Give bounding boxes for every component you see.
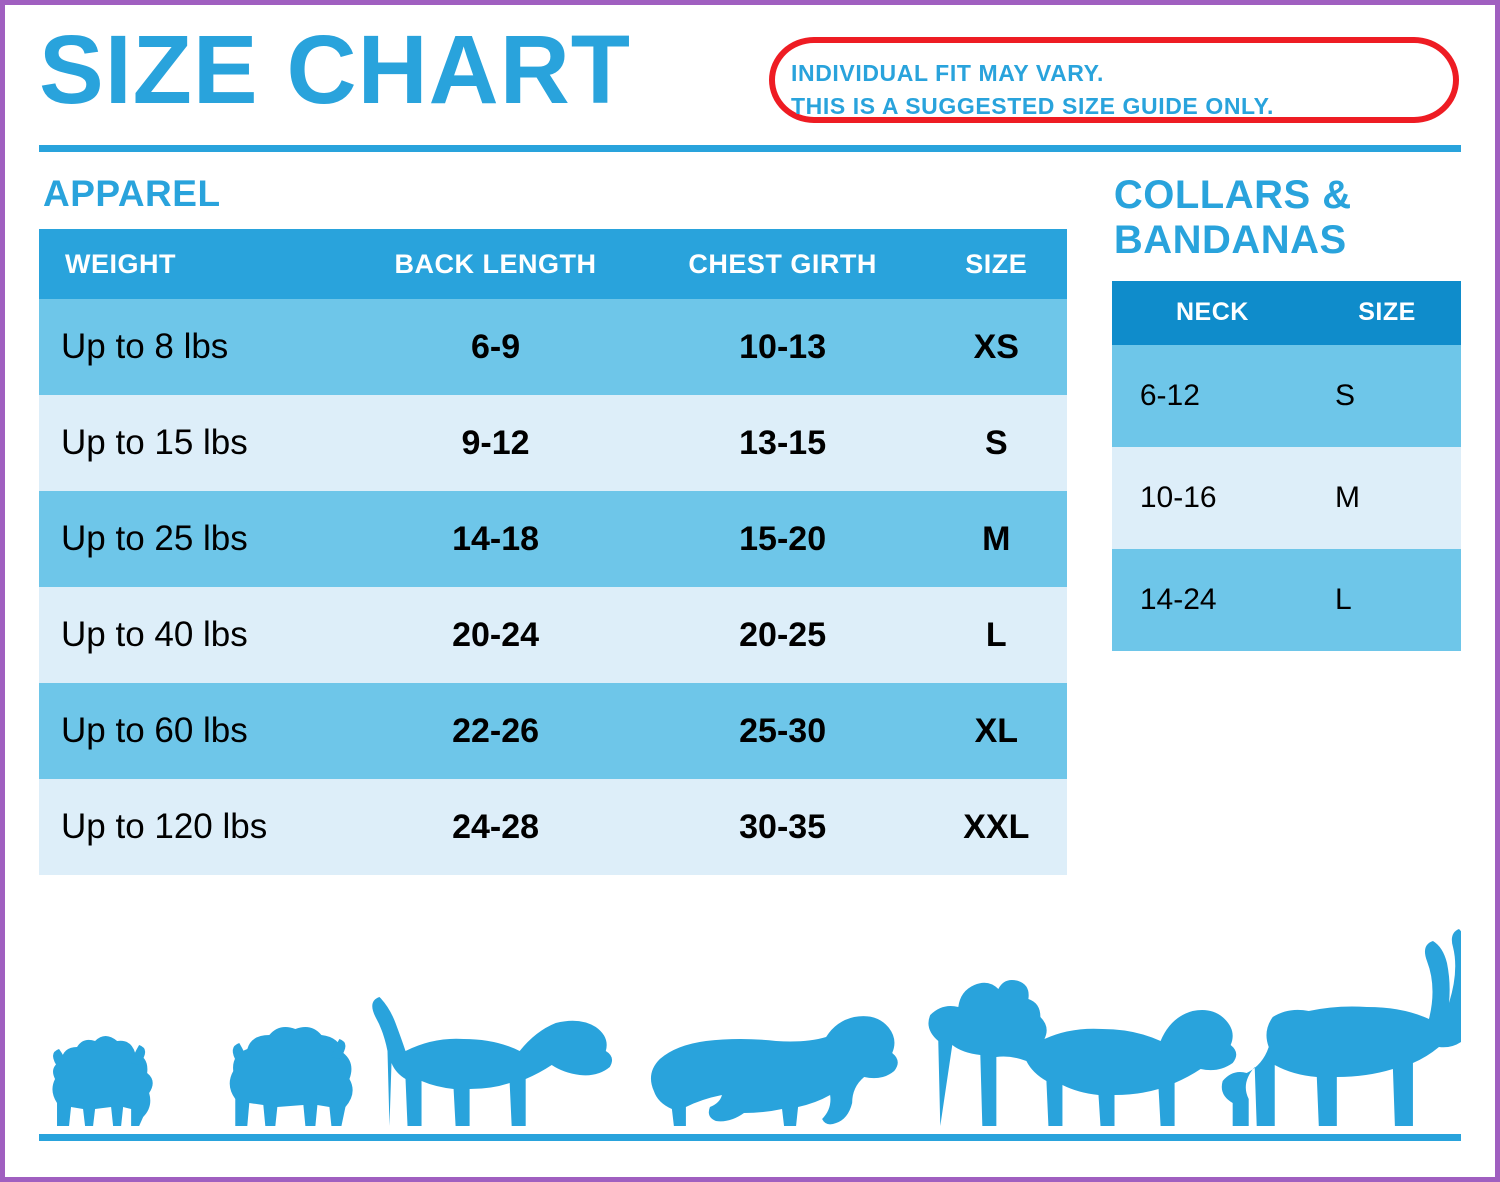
header-divider <box>39 145 1461 152</box>
table-row <box>39 587 1067 683</box>
table-row <box>39 299 1067 395</box>
cocker-spaniel-silhouette <box>651 1016 898 1126</box>
cell-back-length: 20-24 <box>352 587 640 683</box>
collars-section-title-line-2: BANDANAS <box>1113 217 1347 262</box>
cell-back-length: 24-28 <box>352 779 640 875</box>
illustration-baseline <box>39 1134 1461 1141</box>
apparel-col-size: SIZE <box>926 229 1067 299</box>
cell-size: S <box>1313 345 1461 447</box>
table-row <box>1112 447 1461 549</box>
beagle-silhouette <box>372 997 612 1126</box>
fit-disclaimer-line-1: INDIVIDUAL FIT MAY VARY. <box>791 60 1105 86</box>
table-row <box>1112 549 1461 651</box>
apparel-size-table <box>39 229 1067 875</box>
cell-weight: Up to 60 lbs <box>39 683 352 779</box>
apparel-col-weight: WEIGHT <box>39 229 352 299</box>
cell-back-length: 9-12 <box>352 395 640 491</box>
cell-size: M <box>926 491 1067 587</box>
cell-chest-girth: 13-15 <box>639 395 925 491</box>
table-row <box>39 395 1067 491</box>
dog-size-illustration <box>39 841 1461 1141</box>
page-title: SIZE CHART <box>39 15 631 124</box>
cell-size: L <box>1313 549 1461 651</box>
cell-back-length: 14-18 <box>352 491 640 587</box>
cell-weight: Up to 8 lbs <box>39 299 352 395</box>
apparel-col-chest-girth: CHEST GIRTH <box>639 229 925 299</box>
cell-weight: Up to 25 lbs <box>39 491 352 587</box>
cell-size: M <box>1313 447 1461 549</box>
collars-col-size: SIZE <box>1313 281 1461 345</box>
pug-silhouette <box>230 1027 353 1126</box>
cell-size: XL <box>926 683 1067 779</box>
cell-weight: Up to 40 lbs <box>39 587 352 683</box>
apparel-header-row <box>39 229 1067 299</box>
cell-size: XS <box>926 299 1067 395</box>
collars-bandanas-section <box>1112 173 1461 651</box>
collars-size-table <box>1112 281 1461 651</box>
cell-back-length: 22-26 <box>352 683 640 779</box>
fit-disclaimer <box>791 57 1491 122</box>
cell-neck: 14-24 <box>1112 549 1313 651</box>
collars-col-neck: NECK <box>1112 281 1313 345</box>
cell-chest-girth: 10-13 <box>639 299 925 395</box>
fit-disclaimer-line-2: THIS IS A SUGGESTED SIZE GUIDE ONLY. <box>791 92 1274 119</box>
cell-neck: 6-12 <box>1112 345 1313 447</box>
cell-neck: 10-16 <box>1112 447 1313 549</box>
cell-size: S <box>926 395 1067 491</box>
cell-back-length: 6-9 <box>352 299 640 395</box>
table-row <box>39 683 1067 779</box>
table-row <box>39 491 1067 587</box>
cell-chest-girth: 20-25 <box>639 587 925 683</box>
cell-chest-girth: 15-20 <box>639 491 925 587</box>
cell-chest-girth: 25-30 <box>639 683 925 779</box>
pomeranian-silhouette <box>52 1036 152 1126</box>
cell-size: L <box>926 587 1067 683</box>
husky-silhouette <box>928 980 1236 1126</box>
cell-weight: Up to 15 lbs <box>39 395 352 491</box>
cell-weight: Up to 120 lbs <box>39 779 352 875</box>
apparel-section-title: APPAREL <box>43 173 221 214</box>
cell-size: XXL <box>926 779 1067 875</box>
tables-area <box>39 173 1461 875</box>
great-dane-silhouette <box>1222 929 1461 1126</box>
collars-section-title-line-1: COLLARS & <box>1113 173 1352 217</box>
apparel-col-back-length: BACK LENGTH <box>352 229 640 299</box>
collars-header-row <box>1112 281 1461 345</box>
poster-header <box>39 15 1461 143</box>
table-row <box>1112 345 1461 447</box>
cell-chest-girth: 30-35 <box>639 779 925 875</box>
dog-silhouettes-graphic <box>39 841 1461 1131</box>
apparel-section <box>39 173 1067 875</box>
collars-section-title <box>1114 173 1461 263</box>
